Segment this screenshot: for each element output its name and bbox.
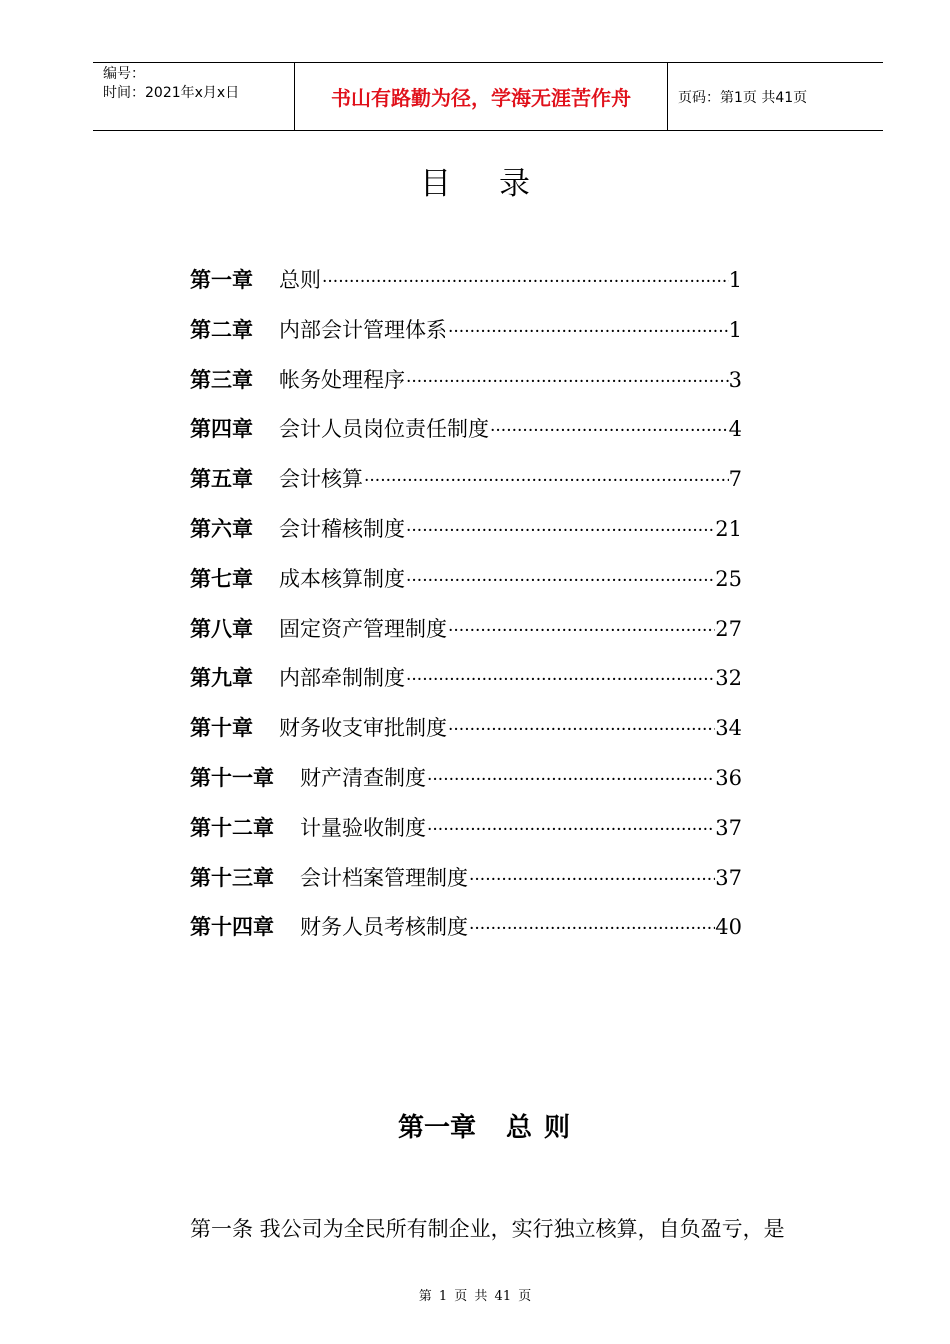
toc-page-number: 36 <box>715 765 742 790</box>
number-label: 编号： <box>103 66 145 82</box>
toc-leader-dots <box>468 911 715 947</box>
article-paragraph: 第一条 我公司为全民所有制企业，实行独立核算，自负盈亏，是 <box>190 1217 785 1241</box>
toc-chapter: 第一章 <box>190 268 253 292</box>
toc-page-number: 37 <box>715 815 742 840</box>
toc-chapter: 第十二章 <box>190 815 274 840</box>
toc-page-number: 1 <box>728 317 742 342</box>
toc-entry-title: 会计核算 <box>279 467 363 492</box>
toc-leader-dots <box>468 862 715 898</box>
toc-entry-title: 计量验收制度 <box>300 815 426 840</box>
toc-leader-dots <box>426 762 715 798</box>
toc-page-number: 21 <box>715 516 742 541</box>
toc-entry[interactable] <box>190 511 742 561</box>
toc-chapter: 第十四章 <box>190 915 274 940</box>
page-header <box>93 62 883 131</box>
toc-chapter: 第十三章 <box>190 865 274 890</box>
toc-leader-dots <box>363 463 729 499</box>
toc-leader-dots <box>321 264 729 300</box>
toc-chapter: 第九章 <box>190 666 253 691</box>
toc-leader-dots <box>447 712 715 748</box>
time-label: 时间：2021年x月x日 <box>103 85 240 101</box>
toc-chapter: 第五章 <box>190 467 253 492</box>
toc-page-number: 1 <box>728 268 742 292</box>
table-of-contents <box>190 262 742 959</box>
toc-leader-dots <box>405 513 715 549</box>
toc-entry-title: 会计稽核制度 <box>279 516 405 541</box>
toc-entry-title: 总则 <box>279 268 321 292</box>
toc-entry[interactable] <box>190 312 742 362</box>
toc-leader-dots <box>405 563 715 599</box>
toc-entry[interactable] <box>190 561 742 611</box>
toc-leader-dots <box>447 314 729 350</box>
toc-entry-title: 财产清查制度 <box>300 765 426 790</box>
toc-entry-title: 会计档案管理制度 <box>300 865 468 890</box>
toc-entry[interactable] <box>190 262 742 312</box>
toc-chapter: 第三章 <box>190 367 253 392</box>
toc-chapter: 第四章 <box>190 417 253 442</box>
toc-chapter: 第十一章 <box>190 765 274 790</box>
toc-page-number: 7 <box>728 467 742 492</box>
toc-page-number: 25 <box>715 566 742 591</box>
toc-entry-title: 财务收支审批制度 <box>279 716 447 741</box>
toc-chapter: 第七章 <box>190 566 253 591</box>
toc-entry-title: 成本核算制度 <box>279 566 405 591</box>
toc-page-number: 4 <box>728 417 742 442</box>
toc-chapter: 第六章 <box>190 516 253 541</box>
toc-entry-title: 帐务处理程序 <box>279 367 405 392</box>
toc-entry[interactable] <box>190 860 742 910</box>
toc-page-number: 27 <box>715 616 742 641</box>
header-page-info: 页码：第1页 共41页 <box>678 89 808 106</box>
toc-entry[interactable] <box>190 760 742 810</box>
toc-entry-title: 内部牵制制度 <box>279 666 405 691</box>
header-motto: 书山有路勤为径，学海无涯苦作舟 <box>295 63 668 130</box>
toc-entry[interactable] <box>190 909 742 959</box>
toc-leader-dots <box>426 812 715 848</box>
chapter-heading <box>0 1108 950 1148</box>
chapter-title: 总则 <box>506 1113 583 1143</box>
toc-entry[interactable] <box>190 660 742 710</box>
toc-entry[interactable] <box>190 810 742 860</box>
toc-leader-dots <box>489 413 729 449</box>
toc-leader-dots <box>447 613 715 649</box>
chapter-number: 第一章 <box>397 1113 476 1143</box>
toc-chapter: 第十章 <box>190 716 253 741</box>
toc-entry[interactable] <box>190 461 742 511</box>
toc-chapter: 第八章 <box>190 616 253 641</box>
toc-entry-title: 固定资产管理制度 <box>279 616 447 641</box>
toc-title: 目录 <box>420 166 578 202</box>
toc-page-number: 37 <box>715 865 742 890</box>
toc-entry-title: 内部会计管理体系 <box>279 317 447 342</box>
toc-page-number: 3 <box>728 367 742 392</box>
toc-leader-dots <box>405 662 715 698</box>
header-meta-cell <box>93 63 295 130</box>
toc-entry[interactable] <box>190 411 742 461</box>
toc-chapter: 第二章 <box>190 317 253 342</box>
toc-entry-title: 财务人员考核制度 <box>300 915 468 940</box>
toc-page-number: 32 <box>715 666 742 691</box>
toc-page-number: 34 <box>715 716 742 741</box>
toc-leader-dots <box>405 364 729 400</box>
toc-entry[interactable] <box>190 611 742 661</box>
toc-entry[interactable] <box>190 362 742 412</box>
toc-entry[interactable] <box>190 710 742 760</box>
page-footer: 第 1 页 共 41 页 <box>418 1289 532 1304</box>
toc-page-number: 40 <box>715 915 742 940</box>
toc-entry-title: 会计人员岗位责任制度 <box>279 417 489 442</box>
